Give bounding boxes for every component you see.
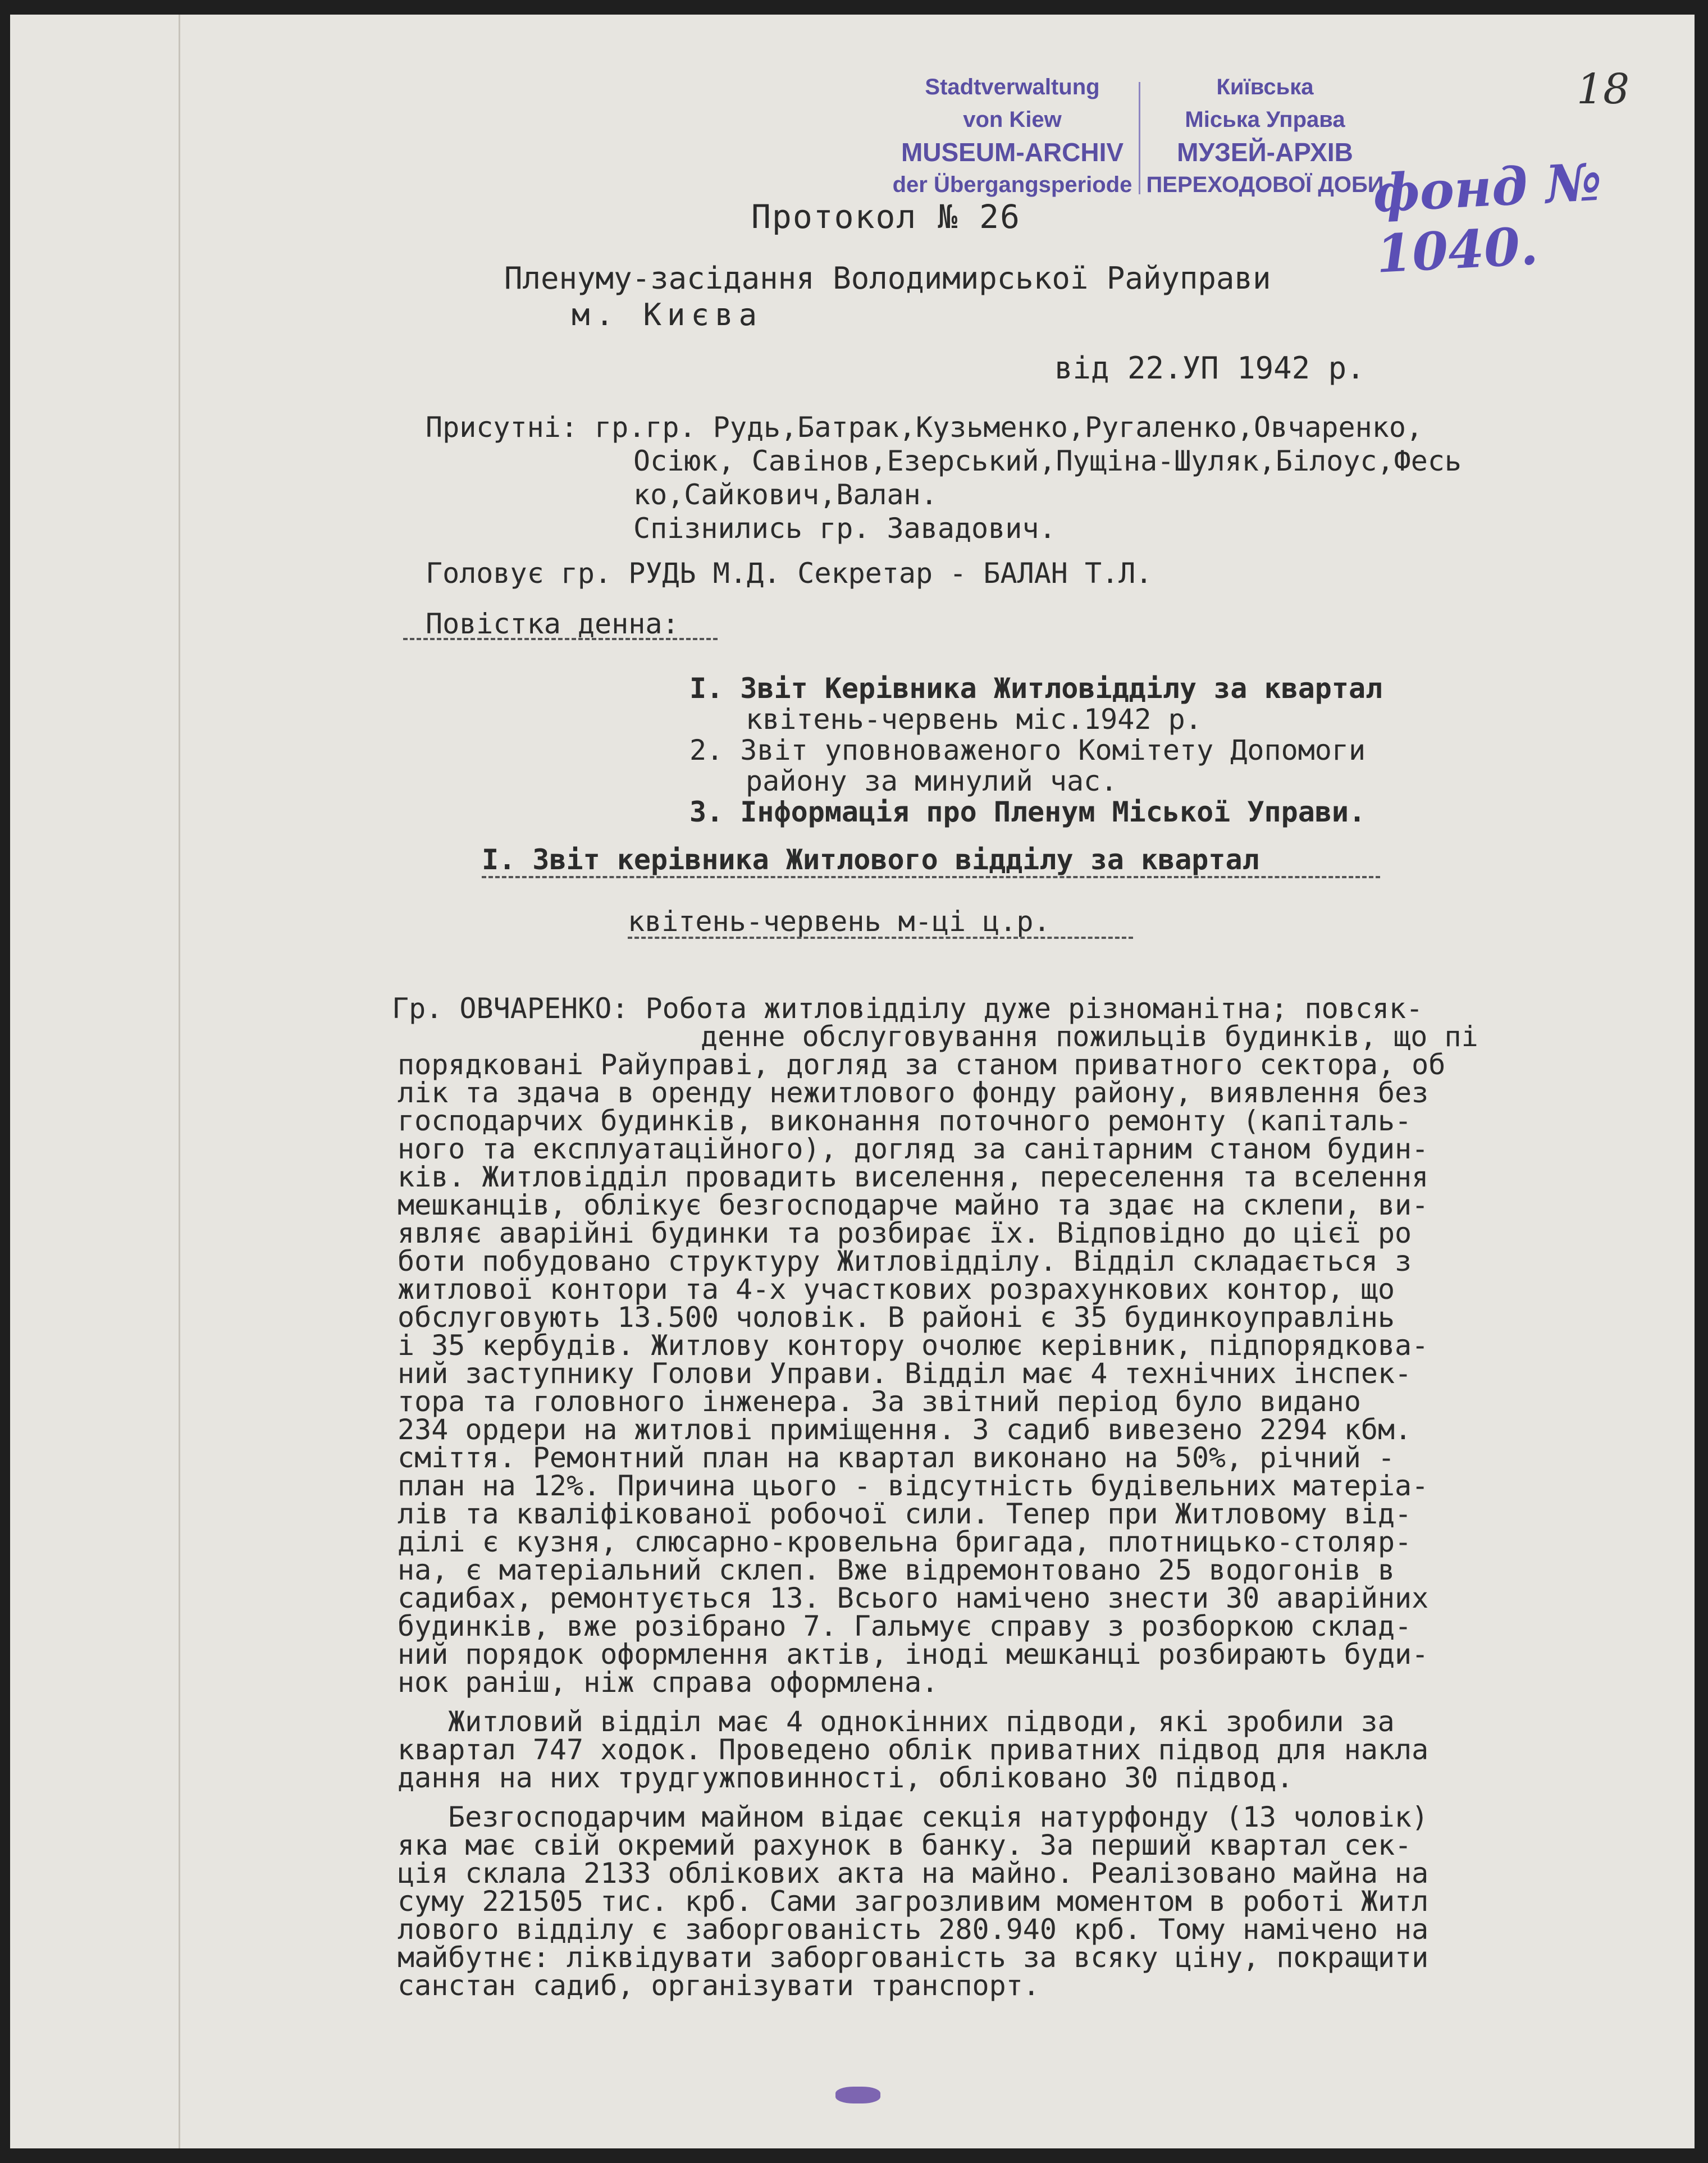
body-line: дання на них трудгужповинності, обліковано 30 підвод.	[398, 1762, 1294, 1794]
body-line: санстан садиб, організувати транспорт.	[398, 1969, 1040, 2002]
agenda-item: 3. Інформація про Пленум Міської Управи.	[689, 796, 1366, 828]
archive-stamp	[892, 71, 1386, 206]
body-line: ція склала 2133 облікових акта на майно. Реалізовано майна на	[398, 1857, 1429, 1890]
agenda-item: 2. Звіт уповноваженого Комітету Допомоги	[689, 734, 1366, 766]
body-line: боти побудовано структуру Житловідділу. Відділ складається з	[398, 1245, 1412, 1277]
body-line: ків. Житловідділ провадить виселення, переселення та вселення	[398, 1161, 1429, 1193]
body-line: ний заступнику Голови Управи. Відділ має 4 технічних інспек-	[398, 1357, 1412, 1390]
body-line: ний порядок оформлення актів, іноді мешканці розбирають буди-	[398, 1638, 1429, 1671]
body-line: порядковані Райуправі, догляд за станом приватного сектора, об	[398, 1048, 1446, 1081]
body-line: Безгосподарчим майном відає секція натурфонду (13 чоловік)	[448, 1801, 1428, 1833]
body-line: житлової контори та 4-х участкових розрахункових контор, що	[398, 1273, 1395, 1306]
page-fold-shadow	[179, 15, 180, 2148]
protocol-title: Протокол № 26	[751, 198, 1021, 236]
body-line: ного та експлуатаційного), догляд за санітарним станом будин-	[398, 1133, 1429, 1165]
agenda-heading: Повістка денна:	[426, 608, 679, 640]
agenda-item: I. Звіт Керівника Житловідділу за квартал	[689, 672, 1383, 705]
body-line: яка має свій окремий рахунок в банку. За перший квартал сек-	[398, 1829, 1412, 1861]
agenda-underline	[403, 631, 718, 640]
body-line: на, є матеріальний склеп. Вже відремонтовано 25 водогонів в	[398, 1554, 1395, 1586]
protocol-date: від 22.УП 1942 р.	[1054, 350, 1365, 386]
body-line: лік та здача в оренду нежитлового фонду району, виявлення без	[398, 1076, 1429, 1109]
body-line: лового відділу є заборгованість 280.940 крб. Тому намічено на	[398, 1913, 1429, 1946]
section-underline	[628, 930, 1133, 939]
body-line: ділі є кузня, слюсарно-кровельна бригада, плотницько-столяр-	[398, 1526, 1412, 1558]
present-line: Присутні: гр.гр. Рудь,Батрак,Кузьменко,Ругаленко,Овчаренко,	[426, 411, 1423, 444]
stamp-line: von Kiew	[963, 107, 1062, 132]
body-line: являє аварійні будинки та розбирає їх. Відповідно до цієї ро	[398, 1217, 1412, 1249]
body-line: 234 ордери на житлові приміщення. З садиб вивезено 2294 кбм.	[398, 1413, 1412, 1446]
present-line: Осіюк, Савінов,Езерський,Пущіна-Шуляк,Білоус,Фесь	[633, 445, 1462, 477]
body-line: нок раніш, ніж справа оформлена.	[398, 1666, 939, 1699]
stamp-divider	[1139, 82, 1140, 194]
section-underline	[482, 869, 1380, 878]
page-number: 18	[1577, 65, 1630, 113]
chair-line: Головує гр. РУДЬ М.Д. Секретар - БАЛАН Т.Л.	[426, 557, 1153, 590]
protocol-subtitle: Пленуму-засідання Володимирської Райуправи	[504, 261, 1271, 296]
stamp-ukrainian	[1144, 71, 1386, 201]
body-line: господарчих будинків, виконання поточного ремонту (капіталь-	[398, 1105, 1412, 1137]
stamp-line: МУЗЕЙ-АРХІВ	[1177, 138, 1353, 167]
stamp-line: ПЕРЕХОДОВОЇ ДОБИ	[1146, 172, 1384, 197]
present-line: ко,Сайкович,Валан.	[633, 478, 938, 511]
body-line: Гр. ОВЧАРЕНКО: Робота житловідділу дуже різноманітна; повсяк-	[392, 992, 1423, 1025]
body-line: мешканців, облікує безгосподарче майно та здає на склепи, ви-	[398, 1189, 1429, 1221]
agenda-item-cont: району за минулий час.	[746, 765, 1118, 797]
body-line: будинків, вже розібрано 7. Гальмує справу з розборкою склад-	[398, 1610, 1412, 1642]
body-line: тора та головного інженера. За звітний період було видано	[398, 1385, 1361, 1418]
document-page	[10, 15, 1695, 2148]
protocol-city: м. Києва	[572, 297, 763, 332]
body-line: обслуговують 13.500 чоловік. В районі є 35 будинкоуправлінь	[398, 1301, 1395, 1334]
body-line: квартал 747 ходок. Проведено облік приватних підвод для накла	[398, 1733, 1429, 1766]
stamp-line: Stadtverwaltung	[925, 75, 1100, 99]
body-line: і 35 кербудів. Житлову контору очолює керівник, підпорядкова-	[398, 1329, 1429, 1362]
body-line: садибах, ремонтується 13. Всього намічено знести 30 аварійних	[398, 1582, 1429, 1614]
body-line: денне обслуговування пожильців будинків, що пі	[701, 1020, 1478, 1053]
section-title-cont: квітень-червень м-ці ц.р.	[628, 905, 1051, 938]
body-line: суму 221505 тис. крб. Сами загрозливим моментом в роботі Житл	[398, 1885, 1429, 1918]
body-line: лів та кваліфікованої робочої сили. Тепер при Житловому від-	[398, 1498, 1412, 1530]
section-title: I. Звіт керівника Житлового відділу за квартал	[482, 843, 1259, 876]
present-late-line: Спізнились гр. Завадович.	[633, 512, 1056, 545]
body-line: сміття. Ремонтний план на квартал виконано на 50%, річний -	[398, 1441, 1395, 1474]
stamp-line: Міська Управа	[1185, 107, 1345, 132]
body-line: майбутнє: ліквідувати заборгованість за всяку ціну, покращити	[398, 1941, 1429, 1974]
stamp-line: der Übergangsperiode	[892, 172, 1132, 197]
stamp-german	[892, 71, 1133, 201]
body-line: план на 12%. Причина цього - відсутність будівельних матеріа-	[398, 1470, 1429, 1502]
stamp-line: MUSEUM-ARCHIV	[901, 138, 1124, 167]
agenda-item-cont: квітень-червень міс.1942 р.	[746, 703, 1202, 736]
ink-blot	[835, 2087, 880, 2103]
body-line: Житловий відділ має 4 однокінних підводи, які зробили за	[448, 1705, 1395, 1738]
fond-annotation: фонд № 1040.	[1371, 151, 1604, 285]
stamp-line: Київська	[1216, 75, 1314, 99]
